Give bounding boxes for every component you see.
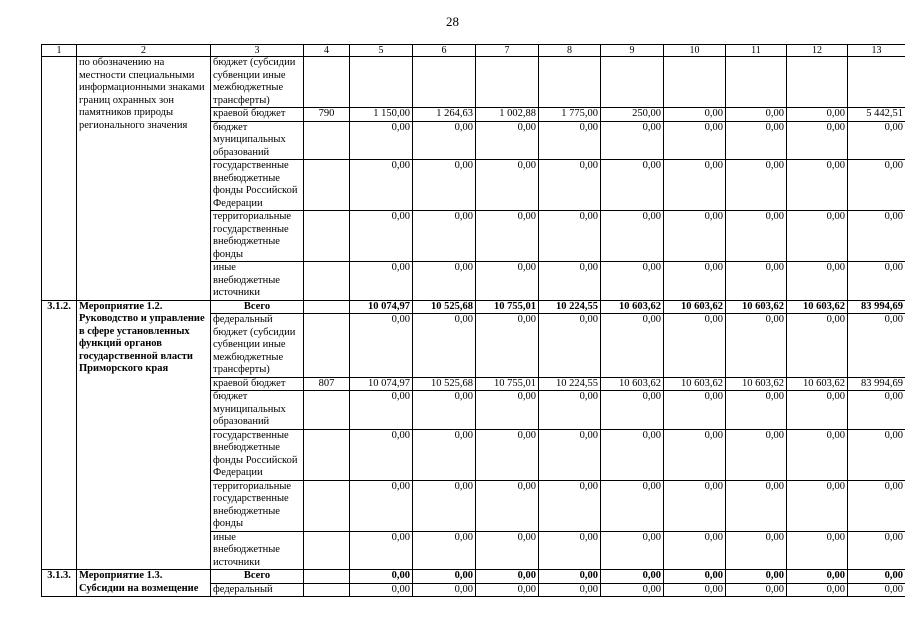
funding-source: бюджет муниципальных образований	[211, 391, 304, 430]
value-cell	[787, 57, 848, 108]
value-cell: 0,00	[350, 429, 413, 480]
table-row	[42, 570, 905, 584]
value-cell: 0,00	[726, 583, 787, 597]
column-header: 8	[539, 45, 601, 57]
value-cell: 0,00	[476, 121, 539, 160]
value-cell: 10 603,62	[726, 377, 787, 391]
column-header: 13	[848, 45, 905, 57]
value-cell: 0,00	[476, 391, 539, 430]
value-cell: 0,00	[726, 108, 787, 122]
value-cell: 0,00	[539, 160, 601, 211]
value-cell: 0,00	[539, 429, 601, 480]
value-cell: 10 755,01	[476, 300, 539, 314]
value-cell: 0,00	[476, 480, 539, 531]
column-header: 10	[664, 45, 726, 57]
value-cell: 0,00	[539, 583, 601, 597]
value-cell: 10 224,55	[539, 300, 601, 314]
value-cell: 0,00	[787, 262, 848, 301]
value-cell: 0,00	[350, 583, 413, 597]
value-cell: 10 755,01	[476, 377, 539, 391]
funding-source: территориальные государственные внебюджетные фонды	[211, 480, 304, 531]
funding-source: бюджет муниципальных образований	[211, 121, 304, 160]
value-cell: 0,00	[539, 262, 601, 301]
value-cell: 0,00	[664, 121, 726, 160]
value-cell: 0,00	[539, 531, 601, 570]
value-cell: 0,00	[476, 211, 539, 262]
value-cell: 0,00	[787, 314, 848, 378]
page-number: 28	[446, 14, 459, 29]
value-cell: 0,00	[413, 262, 476, 301]
budget-code: 807	[304, 377, 350, 391]
budget-code	[304, 583, 350, 597]
value-cell: 0,00	[726, 262, 787, 301]
budget-code	[304, 570, 350, 584]
table-row	[42, 300, 905, 314]
item-number: 3.1.3.	[42, 570, 77, 597]
column-header: 5	[350, 45, 413, 57]
value-cell: 0,00	[413, 160, 476, 211]
value-cell: 83 994,69	[848, 377, 905, 391]
column-header: 6	[413, 45, 476, 57]
value-cell: 0,00	[726, 314, 787, 378]
value-cell: 0,00	[350, 570, 413, 584]
value-cell: 0,00	[848, 391, 905, 430]
budget-code: 790	[304, 108, 350, 122]
value-cell: 0,00	[664, 262, 726, 301]
value-cell: 1 775,00	[539, 108, 601, 122]
value-cell: 10 224,55	[539, 377, 601, 391]
value-cell: 0,00	[664, 160, 726, 211]
value-cell: 0,00	[601, 391, 664, 430]
value-cell: 0,00	[664, 583, 726, 597]
value-cell: 0,00	[848, 531, 905, 570]
value-cell: 0,00	[726, 429, 787, 480]
value-cell: 0,00	[539, 121, 601, 160]
value-cell: 0,00	[664, 108, 726, 122]
value-cell: 0,00	[601, 531, 664, 570]
budget-code	[304, 300, 350, 314]
value-cell: 0,00	[601, 314, 664, 378]
value-cell: 0,00	[726, 211, 787, 262]
value-cell: 5 442,51	[848, 108, 905, 122]
value-cell: 10 525,68	[413, 300, 476, 314]
value-cell: 1 002,88	[476, 108, 539, 122]
value-cell: 0,00	[787, 121, 848, 160]
value-cell: 0,00	[476, 160, 539, 211]
value-cell: 83 994,69	[848, 300, 905, 314]
value-cell: 0,00	[848, 480, 905, 531]
column-header: 1	[42, 45, 77, 57]
value-cell: 0,00	[664, 531, 726, 570]
column-header: 9	[601, 45, 664, 57]
value-cell: 0,00	[350, 121, 413, 160]
value-cell: 10 525,68	[413, 377, 476, 391]
value-cell: 0,00	[350, 314, 413, 378]
value-cell: 0,00	[664, 391, 726, 430]
value-cell: 0,00	[726, 531, 787, 570]
value-cell: 0,00	[726, 121, 787, 160]
value-cell: 0,00	[601, 570, 664, 584]
value-cell: 0,00	[413, 570, 476, 584]
value-cell: 0,00	[539, 211, 601, 262]
value-cell: 0,00	[664, 211, 726, 262]
value-cell: 0,00	[539, 314, 601, 378]
value-cell: 0,00	[413, 391, 476, 430]
value-cell: 0,00	[601, 211, 664, 262]
budget-code	[304, 160, 350, 211]
value-cell: 0,00	[476, 429, 539, 480]
value-cell: 10 074,97	[350, 377, 413, 391]
value-cell: 0,00	[601, 262, 664, 301]
value-cell: 0,00	[413, 121, 476, 160]
value-cell: 0,00	[664, 480, 726, 531]
value-cell: 250,00	[601, 108, 664, 122]
value-cell: 0,00	[350, 480, 413, 531]
value-cell	[413, 57, 476, 108]
budget-table	[41, 44, 905, 597]
value-cell: 0,00	[601, 121, 664, 160]
value-cell: 0,00	[787, 108, 848, 122]
budget-code	[304, 211, 350, 262]
column-header: 12	[787, 45, 848, 57]
budget-code	[304, 429, 350, 480]
value-cell: 0,00	[476, 583, 539, 597]
value-cell: 0,00	[601, 160, 664, 211]
value-cell: 0,00	[848, 314, 905, 378]
value-cell: 10 603,62	[787, 300, 848, 314]
value-cell	[848, 57, 905, 108]
funding-source: краевой бюджет	[211, 108, 304, 122]
value-cell: 0,00	[787, 570, 848, 584]
item-name: Мероприятие 1.3. Субсидии на возмещение	[77, 570, 211, 597]
value-cell	[726, 57, 787, 108]
value-cell: 10 603,62	[601, 300, 664, 314]
budget-code	[304, 121, 350, 160]
value-cell: 0,00	[350, 531, 413, 570]
header-row	[42, 45, 905, 57]
value-cell: 0,00	[664, 314, 726, 378]
funding-source: государственные внебюджетные фонды Российской Федерации	[211, 160, 304, 211]
funding-source: Всего	[211, 300, 304, 314]
value-cell: 10 603,62	[787, 377, 848, 391]
value-cell	[539, 57, 601, 108]
value-cell: 0,00	[726, 570, 787, 584]
funding-source: территориальные государственные внебюджетные фонды	[211, 211, 304, 262]
item-name: по обозначению на местности специальными информационными знаками границ охранных зон памятников природы регионального значения	[77, 57, 211, 301]
column-header: 7	[476, 45, 539, 57]
budget-code	[304, 262, 350, 301]
value-cell: 1 150,00	[350, 108, 413, 122]
budget-code	[304, 57, 350, 108]
value-cell: 0,00	[787, 480, 848, 531]
value-cell: 10 074,97	[350, 300, 413, 314]
value-cell: 0,00	[787, 429, 848, 480]
value-cell	[601, 57, 664, 108]
budget-code	[304, 314, 350, 378]
funding-source: бюджет (субсидии субвенции иные межбюджетные трансферты)	[211, 57, 304, 108]
value-cell	[664, 57, 726, 108]
value-cell: 0,00	[476, 314, 539, 378]
table-row	[42, 57, 905, 108]
value-cell: 0,00	[726, 480, 787, 531]
value-cell: 0,00	[350, 160, 413, 211]
value-cell: 0,00	[476, 531, 539, 570]
value-cell: 0,00	[848, 262, 905, 301]
budget-code	[304, 391, 350, 430]
funding-source: иные внебюджетные источники	[211, 262, 304, 301]
value-cell: 0,00	[848, 429, 905, 480]
value-cell: 0,00	[664, 570, 726, 584]
value-cell: 0,00	[601, 429, 664, 480]
item-number	[42, 57, 77, 301]
funding-source: Всего	[211, 570, 304, 584]
value-cell: 10 603,62	[726, 300, 787, 314]
value-cell: 0,00	[787, 531, 848, 570]
item-name: Мероприятие 1.2. Руководство и управление в сфере установленных функций органов государственной власти Приморского края	[77, 300, 211, 570]
value-cell: 0,00	[601, 480, 664, 531]
column-header: 4	[304, 45, 350, 57]
value-cell: 0,00	[413, 429, 476, 480]
funding-source: государственные внебюджетные фонды Российской Федерации	[211, 429, 304, 480]
value-cell: 0,00	[848, 570, 905, 584]
value-cell: 0,00	[350, 262, 413, 301]
value-cell: 10 603,62	[601, 377, 664, 391]
value-cell: 0,00	[848, 211, 905, 262]
value-cell	[350, 57, 413, 108]
budget-code	[304, 531, 350, 570]
value-cell: 0,00	[787, 160, 848, 211]
value-cell: 0,00	[787, 583, 848, 597]
funding-source: иные внебюджетные источники	[211, 531, 304, 570]
value-cell: 0,00	[413, 480, 476, 531]
item-number: 3.1.2.	[42, 300, 77, 570]
value-cell: 0,00	[413, 314, 476, 378]
funding-source: краевой бюджет	[211, 377, 304, 391]
value-cell: 0,00	[539, 391, 601, 430]
value-cell: 0,00	[664, 429, 726, 480]
value-cell: 0,00	[476, 570, 539, 584]
value-cell: 0,00	[413, 583, 476, 597]
value-cell: 0,00	[726, 391, 787, 430]
value-cell: 10 603,62	[664, 377, 726, 391]
value-cell: 0,00	[350, 391, 413, 430]
value-cell: 0,00	[413, 211, 476, 262]
column-header: 11	[726, 45, 787, 57]
value-cell: 0,00	[848, 121, 905, 160]
value-cell: 0,00	[787, 211, 848, 262]
value-cell: 0,00	[601, 583, 664, 597]
value-cell: 0,00	[350, 211, 413, 262]
column-header: 3	[211, 45, 304, 57]
value-cell: 0,00	[848, 583, 905, 597]
funding-source: федеральный	[211, 583, 304, 597]
budget-code	[304, 480, 350, 531]
value-cell: 0,00	[726, 160, 787, 211]
value-cell: 0,00	[848, 160, 905, 211]
funding-source: федеральный бюджет (субсидии субвенции иные межбюджетные трансферты)	[211, 314, 304, 378]
value-cell: 0,00	[413, 531, 476, 570]
value-cell: 1 264,63	[413, 108, 476, 122]
value-cell: 0,00	[539, 570, 601, 584]
value-cell: 0,00	[539, 480, 601, 531]
value-cell: 10 603,62	[664, 300, 726, 314]
value-cell	[476, 57, 539, 108]
column-header: 2	[77, 45, 211, 57]
value-cell: 0,00	[787, 391, 848, 430]
value-cell: 0,00	[476, 262, 539, 301]
